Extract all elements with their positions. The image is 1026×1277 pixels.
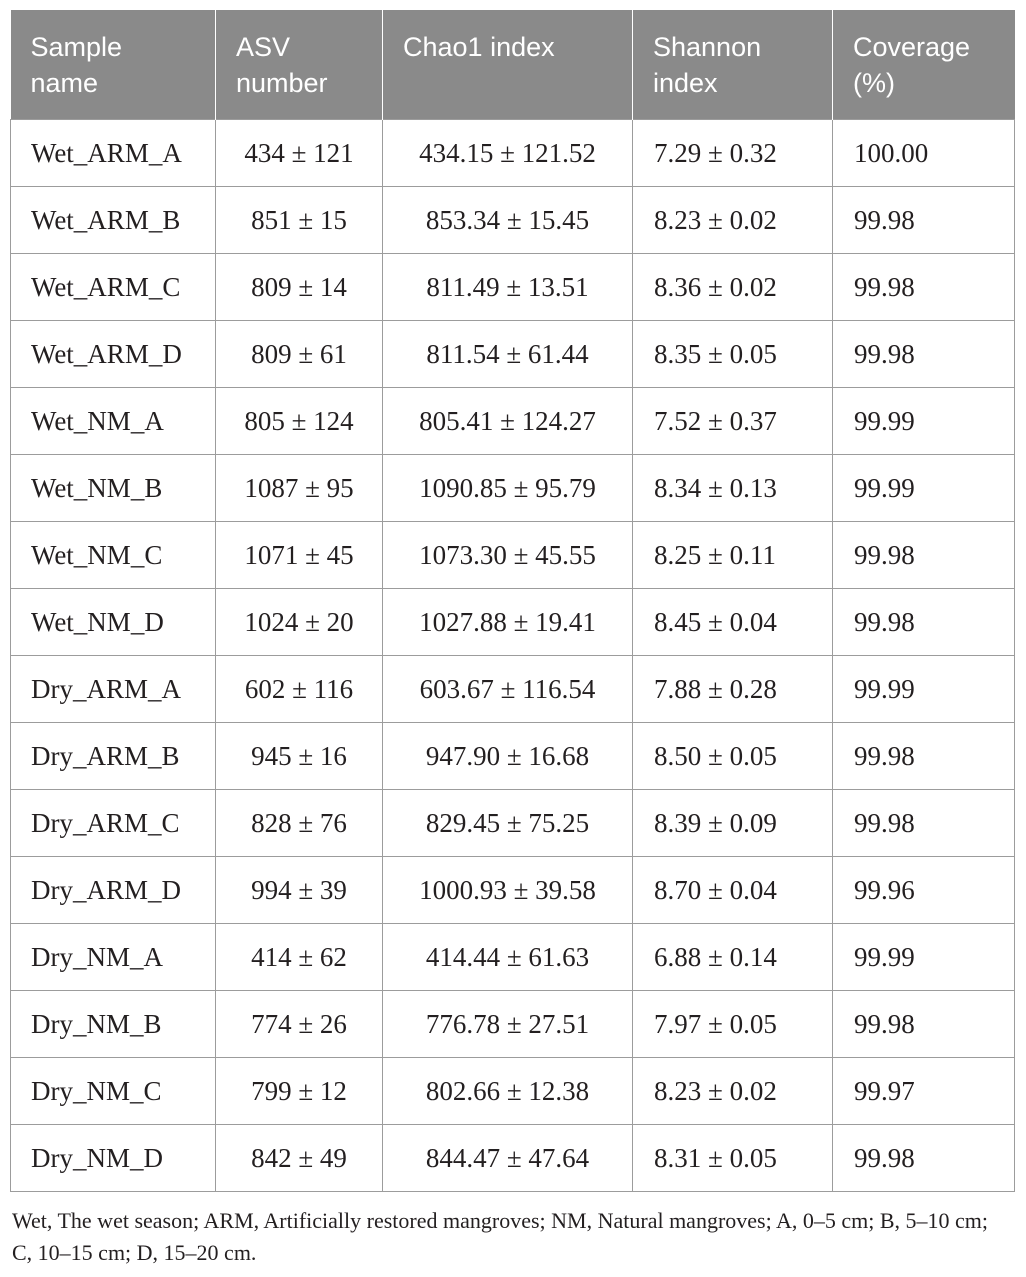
cell-coverage: 99.99 [833,388,1015,455]
table-body [11,120,1015,1192]
cell-sample-name: Wet_NM_A [11,388,216,455]
cell-coverage: 99.98 [833,522,1015,589]
diversity-table-container [10,10,1014,1192]
cell-asv-number: 809 ± 61 [216,321,383,388]
cell-shannon-index: 7.52 ± 0.37 [633,388,833,455]
table-row [11,187,1015,254]
header-asv-number: ASV number [216,10,383,120]
cell-sample-name: Dry_NM_C [11,1058,216,1125]
cell-chao1-index: 1073.30 ± 45.55 [383,522,633,589]
cell-chao1-index: 802.66 ± 12.38 [383,1058,633,1125]
cell-chao1-index: 1027.88 ± 19.41 [383,589,633,656]
cell-chao1-index: 844.47 ± 47.64 [383,1125,633,1192]
cell-shannon-index: 8.35 ± 0.05 [633,321,833,388]
cell-asv-number: 809 ± 14 [216,254,383,321]
cell-asv-number: 994 ± 39 [216,857,383,924]
cell-coverage: 99.99 [833,924,1015,991]
cell-shannon-index: 8.39 ± 0.09 [633,790,833,857]
cell-shannon-index: 8.23 ± 0.02 [633,1058,833,1125]
table-row [11,455,1015,522]
cell-shannon-index: 8.50 ± 0.05 [633,723,833,790]
table-footnote: Wet, The wet season; ARM, Artificially restored mangroves; NM, Natural mangroves; A, 0–5 cm; B, 5–10 cm; C, 10–15 cm; D, 15–20 cm. [12,1208,989,1265]
cell-asv-number: 434 ± 121 [216,120,383,187]
cell-shannon-index: 8.23 ± 0.02 [633,187,833,254]
table-row [11,991,1015,1058]
cell-sample-name: Wet_NM_C [11,522,216,589]
cell-shannon-index: 7.97 ± 0.05 [633,991,833,1058]
cell-chao1-index: 805.41 ± 124.27 [383,388,633,455]
table-row [11,857,1015,924]
cell-chao1-index: 603.67 ± 116.54 [383,656,633,723]
cell-shannon-index: 8.45 ± 0.04 [633,589,833,656]
cell-shannon-index: 8.25 ± 0.11 [633,522,833,589]
cell-shannon-index: 8.31 ± 0.05 [633,1125,833,1192]
cell-sample-name: Dry_NM_B [11,991,216,1058]
cell-asv-number: 414 ± 62 [216,924,383,991]
cell-coverage: 99.98 [833,723,1015,790]
cell-coverage: 99.98 [833,187,1015,254]
table-row [11,120,1015,187]
cell-asv-number: 799 ± 12 [216,1058,383,1125]
cell-asv-number: 945 ± 16 [216,723,383,790]
cell-chao1-index: 947.90 ± 16.68 [383,723,633,790]
table-row [11,254,1015,321]
table-row [11,1125,1015,1192]
cell-chao1-index: 414.44 ± 61.63 [383,924,633,991]
header-coverage: Coverage (%) [833,10,1015,120]
cell-sample-name: Wet_NM_B [11,455,216,522]
cell-sample-name: Wet_ARM_D [11,321,216,388]
cell-coverage: 99.97 [833,1058,1015,1125]
header-shannon-index: Shannon index [633,10,833,120]
cell-sample-name: Wet_ARM_A [11,120,216,187]
cell-shannon-index: 8.70 ± 0.04 [633,857,833,924]
cell-chao1-index: 829.45 ± 75.25 [383,790,633,857]
cell-chao1-index: 1000.93 ± 39.58 [383,857,633,924]
table-header [11,10,1015,120]
cell-coverage: 99.99 [833,455,1015,522]
cell-sample-name: Dry_ARM_C [11,790,216,857]
cell-asv-number: 774 ± 26 [216,991,383,1058]
table-row [11,656,1015,723]
table-row [11,1058,1015,1125]
cell-shannon-index: 8.36 ± 0.02 [633,254,833,321]
table-row [11,388,1015,455]
cell-sample-name: Dry_ARM_D [11,857,216,924]
cell-asv-number: 602 ± 116 [216,656,383,723]
cell-coverage: 99.96 [833,857,1015,924]
cell-sample-name: Dry_NM_A [11,924,216,991]
cell-chao1-index: 811.49 ± 13.51 [383,254,633,321]
cell-coverage: 100.00 [833,120,1015,187]
cell-chao1-index: 811.54 ± 61.44 [383,321,633,388]
cell-coverage: 99.98 [833,589,1015,656]
cell-asv-number: 805 ± 124 [216,388,383,455]
cell-sample-name: Wet_ARM_C [11,254,216,321]
cell-asv-number: 1071 ± 45 [216,522,383,589]
cell-shannon-index: 7.88 ± 0.28 [633,656,833,723]
cell-chao1-index: 776.78 ± 27.51 [383,991,633,1058]
cell-shannon-index: 8.34 ± 0.13 [633,455,833,522]
header-sample-name: Sample name [11,10,216,120]
cell-coverage: 99.98 [833,790,1015,857]
cell-chao1-index: 853.34 ± 15.45 [383,187,633,254]
cell-shannon-index: 7.29 ± 0.32 [633,120,833,187]
cell-sample-name: Dry_ARM_A [11,656,216,723]
cell-asv-number: 828 ± 76 [216,790,383,857]
cell-sample-name: Dry_ARM_B [11,723,216,790]
table-row [11,924,1015,991]
table-row [11,522,1015,589]
cell-sample-name: Wet_ARM_B [11,187,216,254]
header-chao1-index: Chao1 index [383,10,633,120]
cell-asv-number: 842 ± 49 [216,1125,383,1192]
cell-sample-name: Dry_NM_D [11,1125,216,1192]
diversity-table [10,10,1015,1192]
cell-coverage: 99.99 [833,656,1015,723]
table-row [11,723,1015,790]
cell-coverage: 99.98 [833,991,1015,1058]
table-row [11,790,1015,857]
cell-shannon-index: 6.88 ± 0.14 [633,924,833,991]
cell-asv-number: 851 ± 15 [216,187,383,254]
cell-chao1-index: 1090.85 ± 95.79 [383,455,633,522]
cell-coverage: 99.98 [833,1125,1015,1192]
table-row [11,321,1015,388]
cell-asv-number: 1024 ± 20 [216,589,383,656]
cell-coverage: 99.98 [833,321,1015,388]
cell-chao1-index: 434.15 ± 121.52 [383,120,633,187]
cell-sample-name: Wet_NM_D [11,589,216,656]
table-row [11,589,1015,656]
cell-coverage: 99.98 [833,254,1015,321]
cell-asv-number: 1087 ± 95 [216,455,383,522]
header-row [11,10,1015,120]
